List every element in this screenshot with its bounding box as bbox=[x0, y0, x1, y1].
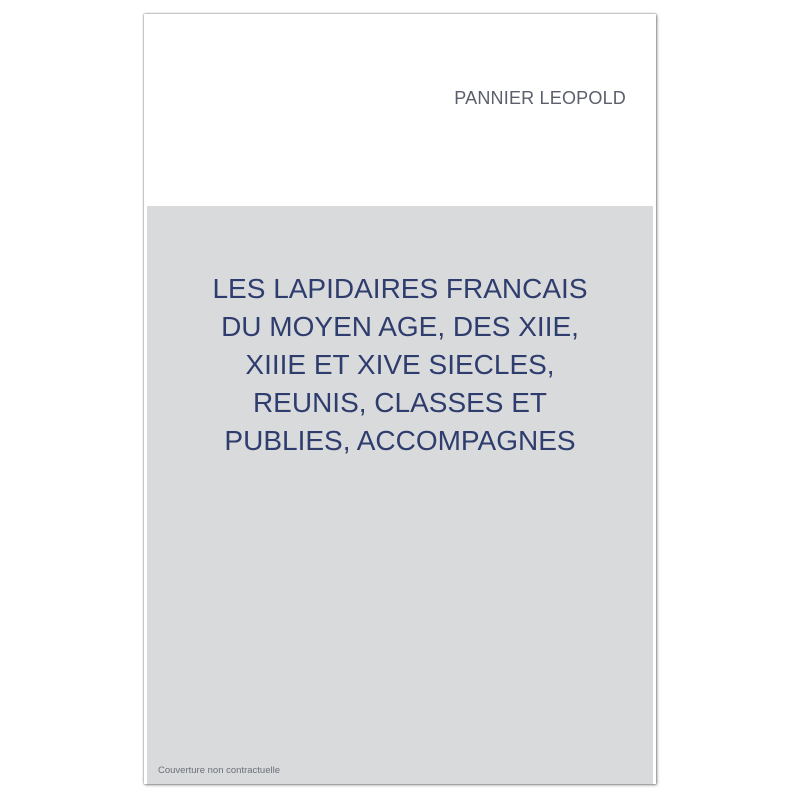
book-cover bbox=[144, 14, 656, 784]
title-line: PUBLIES, ACCOMPAGNES bbox=[224, 425, 576, 456]
title-line: XIIIE ET XIVE SIECLES, bbox=[245, 349, 555, 380]
author-name: PANNIER LEOPOLD bbox=[454, 88, 626, 108]
book-title bbox=[147, 270, 653, 460]
title-panel bbox=[147, 206, 653, 784]
title-line: LES LAPIDAIRES FRANCAIS bbox=[212, 273, 588, 304]
title-line: DU MOYEN AGE, DES XIIE, bbox=[221, 311, 579, 342]
cover-disclaimer: Couverture non contractuelle bbox=[158, 765, 280, 776]
title-line: REUNIS, CLASSES ET bbox=[252, 387, 548, 418]
